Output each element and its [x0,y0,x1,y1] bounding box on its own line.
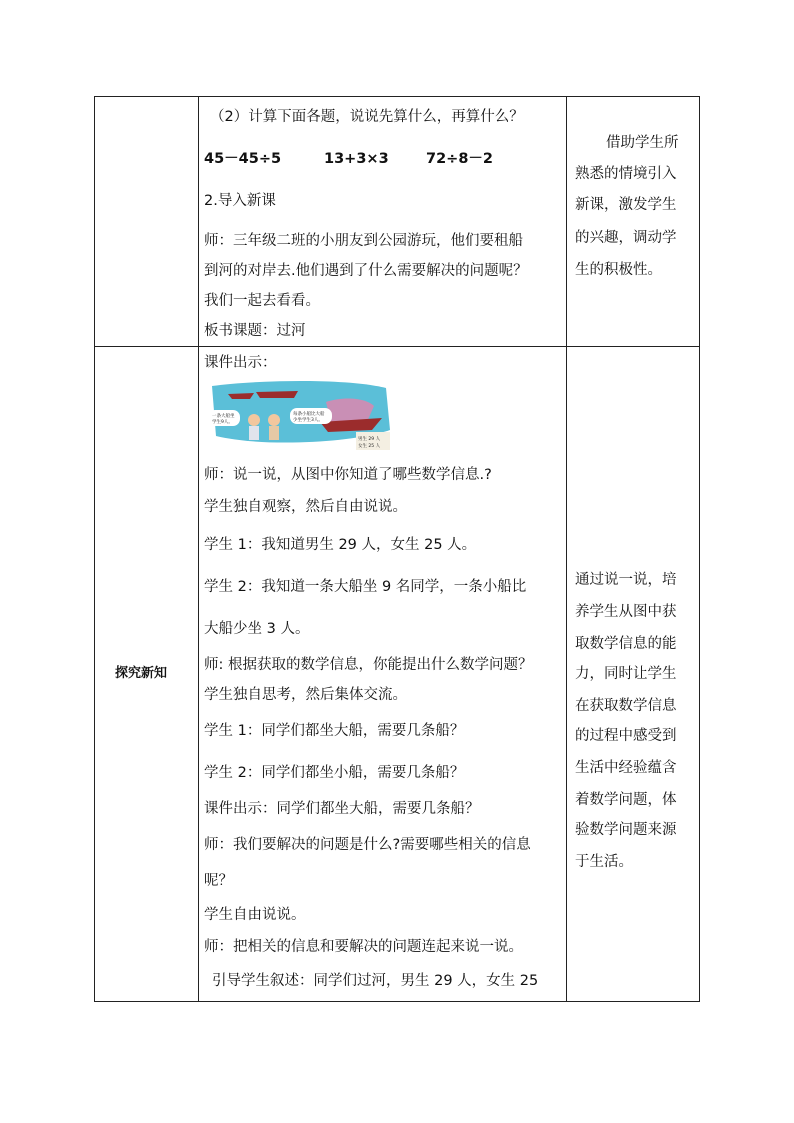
student-line: 学生独自思考，然后集体交流。 [204,687,407,703]
table-border-top [94,96,700,97]
sign-text: 男生 29 人 [358,437,381,442]
stage-label: 探究新知 [115,666,168,681]
column-divider-1 [198,96,199,1002]
teacher-line: 师: 根据获取的数学信息，你能提出什么数学问题？ [204,657,533,673]
remark-line: 新课，激发学生 [575,197,677,213]
student-line: 学生 1：我知道男生 29 人，女生 25 人。 [204,537,477,553]
calc-item: 13+3×3 [324,151,389,167]
remark-line: 的兴趣，调动学 [575,230,677,246]
bubble-right-text: 每条小船比大船 [293,412,325,417]
small-boat [228,393,254,399]
girl-figure [268,414,280,426]
student-line: 大船少坐 3 人。 [204,621,310,637]
table-border-bottom [94,1001,700,1002]
student-line: 学生 2：同学们都坐小船，需要几条船？ [204,765,465,781]
courseware-label: 课件出示： [204,355,277,371]
table-border-left [94,96,95,1002]
sign-text: 女生 25 人 [358,444,381,449]
courseware-line: 课件出示：同学们都坐大船，需要几条船？ [204,801,480,817]
board-title: 板书课题：过河 [204,323,306,339]
remark-line: 养学生从图中获 [575,604,677,620]
remark-line: 生活中经验蕴含 [575,760,677,776]
girl-figure [269,426,279,440]
row-divider [94,346,700,347]
teacher-line: 师：三年级二班的小朋友到公园游玩，他们要租船 [204,233,523,249]
remark-line: 借助学生所 [606,135,679,151]
column-divider-2 [566,96,567,1002]
teacher-line: 师：把相关的信息和要解决的问题连起来说一说。 [204,939,523,955]
teacher-line: 呢？ [204,873,233,889]
calc-item: 72÷8－2 [426,151,494,167]
boy-figure [249,426,259,440]
remark-line: 在获取数学信息 [575,698,677,714]
small-boat [256,391,298,398]
teacher-line: 我们一起去看看。 [204,293,320,309]
remark-line: 力，同时让学生 [575,666,677,682]
remark-line: 通过说一说，培 [575,572,677,588]
question-text: （2）计算下面各题，说说先算什么，再算什么？ [210,109,524,125]
remark-line: 熟悉的情境引入 [575,166,677,182]
teacher-line: 师：我们要解决的问题是什么?需要哪些相关的信息 [204,837,531,853]
table-border-right [699,96,700,1002]
student-line: 学生独自观察，然后自由说说。 [204,499,407,515]
section-heading: 2.导入新课 [204,193,276,209]
remark-line: 生的积极性。 [575,262,662,278]
student-line: 学生 1：同学们都坐大船，需要几条船？ [204,723,465,739]
bubble-left-text: 学生9人。 [212,420,233,425]
teacher-line: 到河的对岸去.他们遇到了什么需要解决的问题呢？ [204,263,528,279]
boy-figure [248,414,260,426]
bubble-right-text: 少坐学生3人。 [293,418,323,423]
calc-item: 45－45÷5 [204,151,282,167]
remark-line: 验数学问题来源 [575,822,677,838]
student-line: 学生 2：我知道一条大船坐 9 名同学，一条小船比 [204,579,527,595]
guide-line: 引导学生叙述：同学们过河，男生 29 人，女生 25 [212,973,539,989]
remark-line: 取数学信息的能 [575,636,677,652]
remark-line: 着数学问题，体 [575,792,677,808]
student-line: 学生自由说说。 [204,907,306,923]
remark-line: 于生活。 [575,854,633,870]
teacher-line: 师：说一说，从图中你知道了哪些数学信息.? [204,467,492,483]
remark-line: 的过程中感受到 [575,728,677,744]
bubble-left-text: 一条大船坐 [212,414,235,419]
